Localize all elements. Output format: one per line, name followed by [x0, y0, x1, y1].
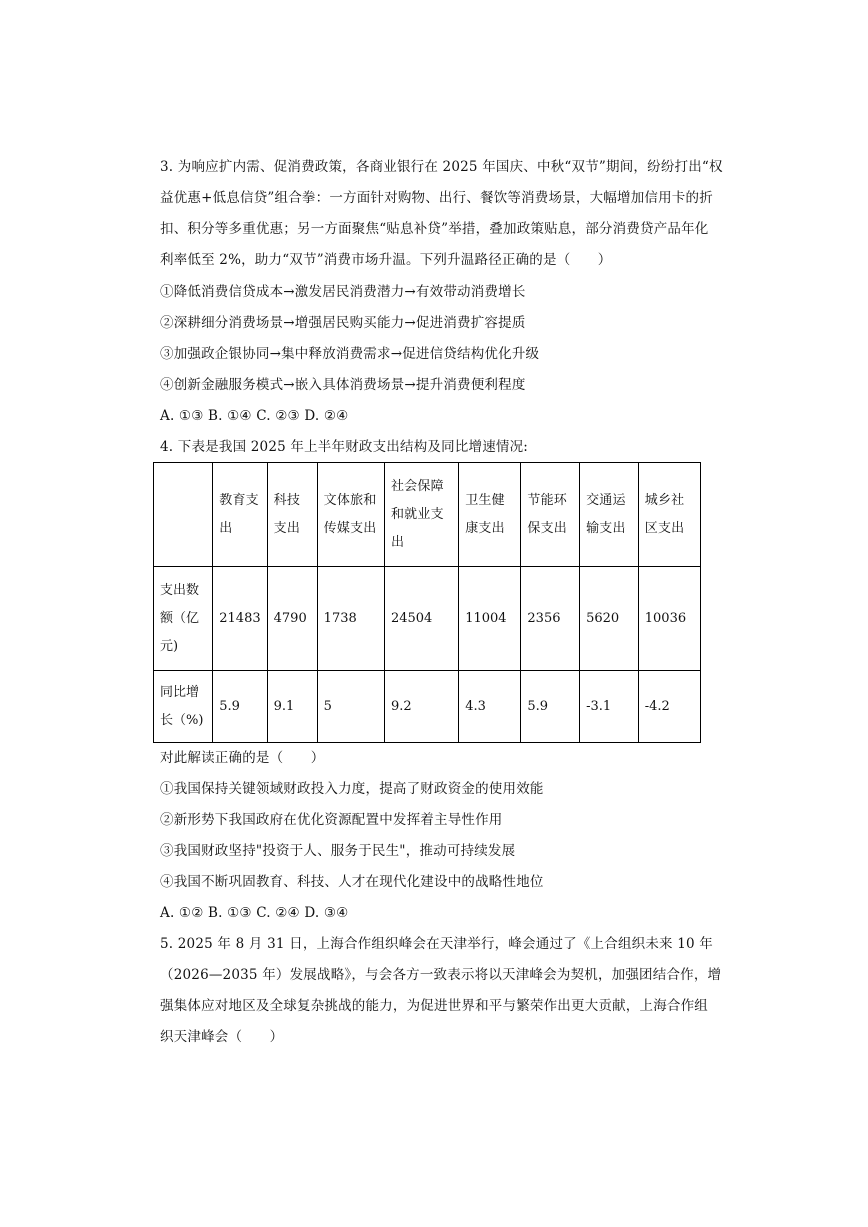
table-header-cell: 文体旅和传媒支出 [317, 463, 384, 567]
table-header-cell: 社会保障和就业支出 [384, 463, 458, 567]
table-header-cell [154, 463, 213, 567]
table-row [154, 567, 701, 671]
table-row [154, 671, 701, 743]
q3-option-1: ①降低消费信贷成本→激发居民消费潜力→有效带动消费增长 [160, 284, 526, 300]
q3-stem-line-1: 3. 为响应扩内需、促消费政策，各商业银行在 2025 年国庆、中秋“双节”期间，纷纷打出“权 [160, 159, 723, 175]
q3-choices: A. ①③ B. ①④ C. ②③ D. ②④ [160, 408, 349, 424]
table-header-cell: 交通运输支出 [580, 463, 639, 567]
q3-option-4: ④创新金融服务模式→嵌入具体消费场景→提升消费便利程度 [160, 377, 526, 393]
table-row-label: 支出数额（亿元) [154, 567, 213, 671]
q4-option-2: ②新形势下我国政府在优化资源配置中发挥着主导性作用 [160, 812, 503, 828]
table-header-row [154, 463, 701, 567]
q3-option-2: ②深耕细分消费场景→增强居民购买能力→促进消费扩容提质 [160, 315, 526, 331]
table-header-cell: 节能环保支出 [521, 463, 580, 567]
table-cell: 1738 [317, 567, 384, 671]
q4-option-1: ①我国保持关键领域财政投入力度，提高了财政资金的使用效能 [160, 781, 544, 797]
table-cell: -3.1 [580, 671, 639, 743]
table-cell: 10036 [638, 567, 700, 671]
q5-stem-line-3: 强集体应对地区及全球复杂挑战的能力，为促进世界和平与繁荣作出更大贡献，上海合作组 [160, 998, 708, 1014]
table-cell: 5.9 [213, 671, 267, 743]
q4-choices: A. ①② B. ①③ C. ②④ D. ③④ [160, 905, 349, 921]
q3-stem-line-4: 利率低至 2%，助力“双节”消费市场升温。下列升温路径正确的是（ ） [160, 252, 612, 268]
q3-stem-line-3: 扣、积分等多重优惠；另一方面聚焦“贴息补贷”举措，叠加政策贴息，部分消费贷产品年化 [160, 221, 709, 237]
table-cell: 11004 [459, 567, 521, 671]
q4-stem: 对此解读正确的是（ ） [160, 750, 325, 766]
q5-stem-line-4: 织天津峰会（ ） [160, 1029, 284, 1045]
table-header-cell: 城乡社区支出 [638, 463, 700, 567]
table-cell: 5 [317, 671, 384, 743]
table-cell: 9.1 [267, 671, 317, 743]
table-cell: 2356 [521, 567, 580, 671]
table-cell: 4790 [267, 567, 317, 671]
table-cell: 9.2 [384, 671, 458, 743]
table-header-cell: 科技支出 [267, 463, 317, 567]
q3-option-3: ③加强政企银协同→集中释放消费需求→促进信贷结构优化升级 [160, 346, 540, 362]
table-cell: -4.2 [638, 671, 700, 743]
table-row-label: 同比增长（%) [154, 671, 213, 743]
q5-stem-line-2: （2026—2035 年）发展战略》，与会各方一致表示将以天津峰会为契机，加强团结合作，增 [160, 967, 722, 983]
table-cell: 5.9 [521, 671, 580, 743]
q4-option-3: ③我国财政坚持"投资于人、服务于民生"，推动可持续发展 [160, 843, 516, 859]
fiscal-expenditure-table [153, 462, 701, 743]
table-cell: 5620 [580, 567, 639, 671]
q4-option-4: ④我国不断巩固教育、科技、人才在现代化建设中的战略性地位 [160, 874, 544, 890]
table-cell: 24504 [384, 567, 458, 671]
table-cell: 21483 [213, 567, 267, 671]
q5-stem-line-1: 5. 2025 年 8 月 31 日，上海合作组织峰会在天津举行，峰会通过了《上合组织未来 10 年 [160, 936, 714, 952]
table-cell: 4.3 [459, 671, 521, 743]
table-header-cell: 教育支出 [213, 463, 267, 567]
table-header-cell: 卫生健康支出 [459, 463, 521, 567]
q4-intro: 4. 下表是我国 2025 年上半年财政支出结构及同比增速情况: [160, 439, 529, 455]
q3-stem-line-2: 益优惠+低息信贷”组合拳：一方面针对购物、出行、餐饮等消费场景，大幅增加信用卡的折 [160, 190, 713, 206]
